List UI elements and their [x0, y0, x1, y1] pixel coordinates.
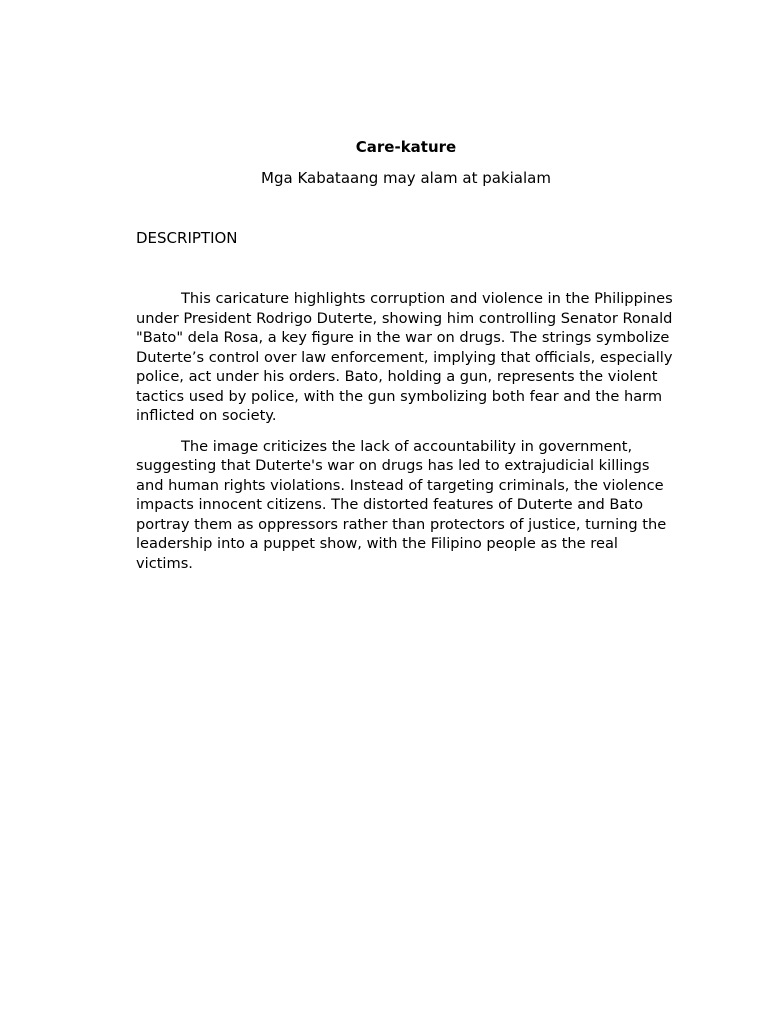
description-body	[136, 289, 676, 584]
document-subtitle: Mga Kabataang may alam at pakialam	[261, 169, 551, 187]
description-paragraph: This caricature highlights corruption and violence in the Philippines under President Rodrigo Duterte, showing him controlling Senator Ronald "Bato" dela Rosa, a key figure in the war on drugs. The strings symbolize Duterte’s control over law enforcement, implying that officials, especially police, act under his orders. Bato, holding a gun, represents the violent tactics used by police, with the gun symbolizing both fear and the harm inflicted on society.	[136, 290, 673, 424]
description-paragraph: The image criticizes the lack of accountability in government, suggesting that Duterte's war on drugs has led to extrajudicial killings and human rights violations. Instead of targeting criminals, the violence impacts innocent citizens. The distorted features of Duterte and Bato portray them as oppressors rather than protectors of justice, turning the leadership into a puppet show, with the Filipino people as the real victims.	[136, 437, 667, 572]
section-heading: DESCRIPTION	[136, 229, 238, 247]
document-title: Care-kature	[355, 138, 457, 156]
